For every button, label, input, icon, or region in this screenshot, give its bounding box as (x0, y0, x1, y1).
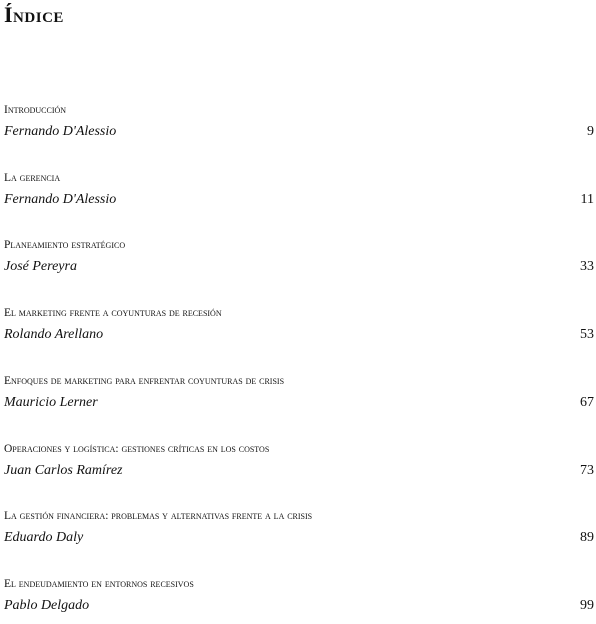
chapter-author: Fernando D'Alessio (4, 192, 117, 207)
page-number: 53 (580, 327, 594, 342)
chapter-author: Mauricio Lerner (4, 395, 98, 410)
page-number: 67 (580, 395, 594, 410)
toc-entry[interactable] (4, 104, 594, 150)
chapter-title: Introducción (4, 104, 67, 116)
chapter-author: Juan Carlos Ramírez (4, 463, 123, 478)
page-number: 99 (580, 598, 594, 613)
page-number: 89 (580, 530, 594, 545)
chapter-title: Operaciones y logística: gestiones críticas en los costos (4, 443, 270, 455)
toc-entry[interactable] (4, 375, 594, 421)
chapter-title: La gerencia (4, 172, 61, 184)
toc-entry[interactable] (4, 510, 594, 556)
toc-entry[interactable] (4, 239, 594, 285)
page-title: Índice (4, 2, 64, 27)
chapter-title: La gestión financiera: problemas y alternativas frente a la crisis (4, 510, 313, 522)
chapter-title: Enfoques de marketing para enfrentar coyunturas de crisis (4, 375, 285, 387)
chapter-author: José Pereyra (4, 259, 77, 274)
chapter-author: Fernando D'Alessio (4, 124, 117, 139)
page-number: 33 (580, 259, 594, 274)
page-number: 11 (580, 192, 594, 207)
chapter-title: Planeamiento estratégico (4, 239, 126, 251)
page-number: 73 (580, 463, 594, 478)
chapter-author: Rolando Arellano (4, 327, 104, 342)
chapter-author: Pablo Delgado (4, 598, 90, 613)
toc-entry[interactable] (4, 443, 594, 489)
chapter-author: Eduardo Daly (4, 530, 84, 545)
page-number: 9 (587, 124, 594, 139)
chapter-title: El endeudamiento en entornos recesivos (4, 578, 194, 590)
toc-entry[interactable] (4, 307, 594, 353)
toc-entry[interactable] (4, 578, 594, 624)
chapter-title: El marketing frente a coyunturas de recesión (4, 307, 222, 319)
toc-entry[interactable] (4, 172, 594, 218)
